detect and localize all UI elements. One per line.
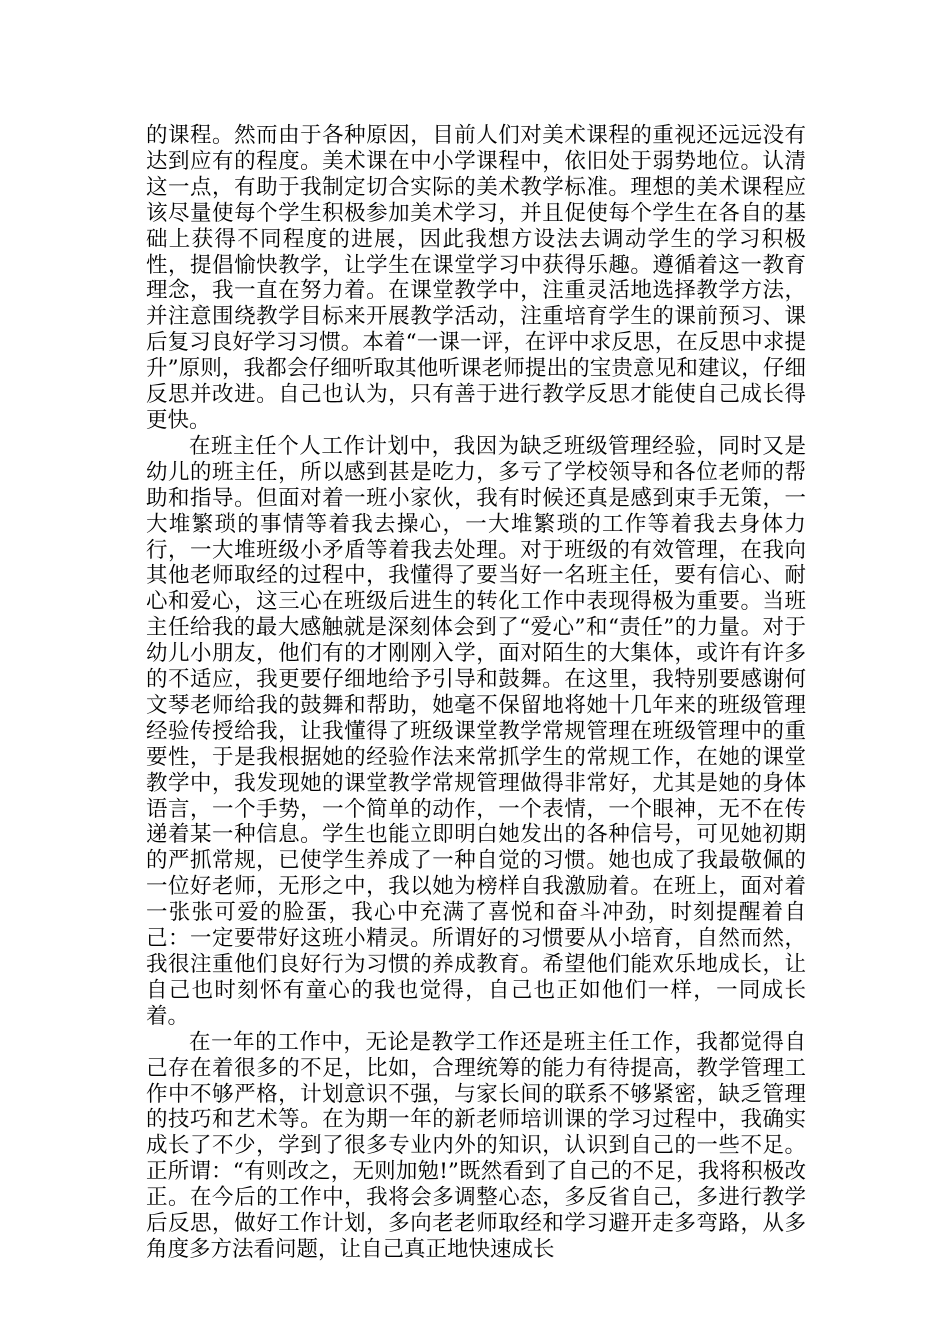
paragraph-art-curriculum: 的课程。然而由于各种原因，目前人们对美术课程的重视还远远没有达到应有的程度。美术课在中小学课程中，依旧处于弱势地位。认清这一点，有助于我制定切合实际的美术教学标准。理想的美术课程应该尽量使每个学生积极参加美术学习，并且促使每个学生在各自的基础上获得不同程度的进展，因此我想方设法去调动学生的学习积极性，提倡愉快教学，让学生在课堂学习中获得乐趣。遵循着这一教育理念，我一直在努力着。在课堂教学中，注重灵活地选择教学方法，并注意围绕教学目标来开展教学活动，注重培育学生的课前预习、课后复习良好学习习惯。本着“一课一评，在评中求反思，在反思中求提升”原则，我都会仔细听取其他听课老师提出的宝贵意见和建议，仔细反思并改进。自己也认为，只有善于进行教学反思才能使自己成长得更快。 [146,123,806,433]
document-page [146,123,806,1263]
paragraph-class-teacher: 在班主任个人工作计划中，我因为缺乏班级管理经验，同时又是幼儿的班主任，所以感到甚是吃力，多亏了学校领导和各位老师的帮助和指导。但面对着一班小家伙，我有时候还真是感到束手无策，一大堆繁琐的事情等着我去操心，一大堆繁琐的工作等着我去身体力行，一大堆班级小矛盾等着我去处理。对于班级的有效管理，在我向其他老师取经的过程中，我懂得了要当好一名班主任，要有信心、耐心和爱心，这三心在班级后进生的转化工作中表现得极为重要。当班主任给我的最大感触就是深刻体会到了“爱心”和“责任”的力量。对于幼儿小朋友，他们有的才刚刚入学，面对陌生的大集体，或许有许多的不适应，我更要仔细地给予引导和鼓舞。在这里，我特别要感谢何文琴老师给我的鼓舞和帮助，她毫不保留地将她十几年来的班级管理经验传授给我，让我懂得了班级课堂教学常规管理在班级管理中的重要性，于是我根据她的经验作法来常抓学生的常规工作，在她的课堂教学中，我发现她的课堂教学常规管理做得非常好，尤其是她的身体语言，一个手势，一个简单的动作，一个表情，一个眼神，无不在传递着某一种信息。学生也能立即明白她发出的各种信号，可见她初期的严抓常规，已使学生养成了一种自觉的习惯。她也成了我最敬佩的一位好老师，无形之中，我以她为榜样自我激励着。在班上，面对着一张张可爱的脸蛋，我心中充满了喜悦和奋斗冲劲，时刻提醒着自己：一定要带好这班小精灵。所谓好的习惯要从小培育，自然而然，我很注重他们良好行为习惯的养成教育。希望他们能欢乐地成长，让自己也时刻怀有童心的我也觉得，自己也正如他们一样，一同成长着。 [146,433,807,1029]
paragraph-shortcomings: 在一年的工作中，无论是教学工作还是班主任工作，我都觉得自己存在着很多的不足，比如，合理统筹的能力有待提高，教学管理工作中不够严格，计划意识不强，与家长间的联系不够紧密，缺乏管理的技巧和艺术等。在为期一年的新老师培训课的学习过程中，我确实成长了不少，学到了很多专业内外的知识，认识到自己的一些不足。正所谓：“有则改之，无则加勉!”既然看到了自己的不足，我将积极改正。在今后的工作中，我将会多调整心态，多反省自己，多进行教学后反思，做好工作计划，多向老老师取经和学习避开走多弯路，从多角度多方法看问题，让自己真正地快速成长 [146,1029,806,1262]
